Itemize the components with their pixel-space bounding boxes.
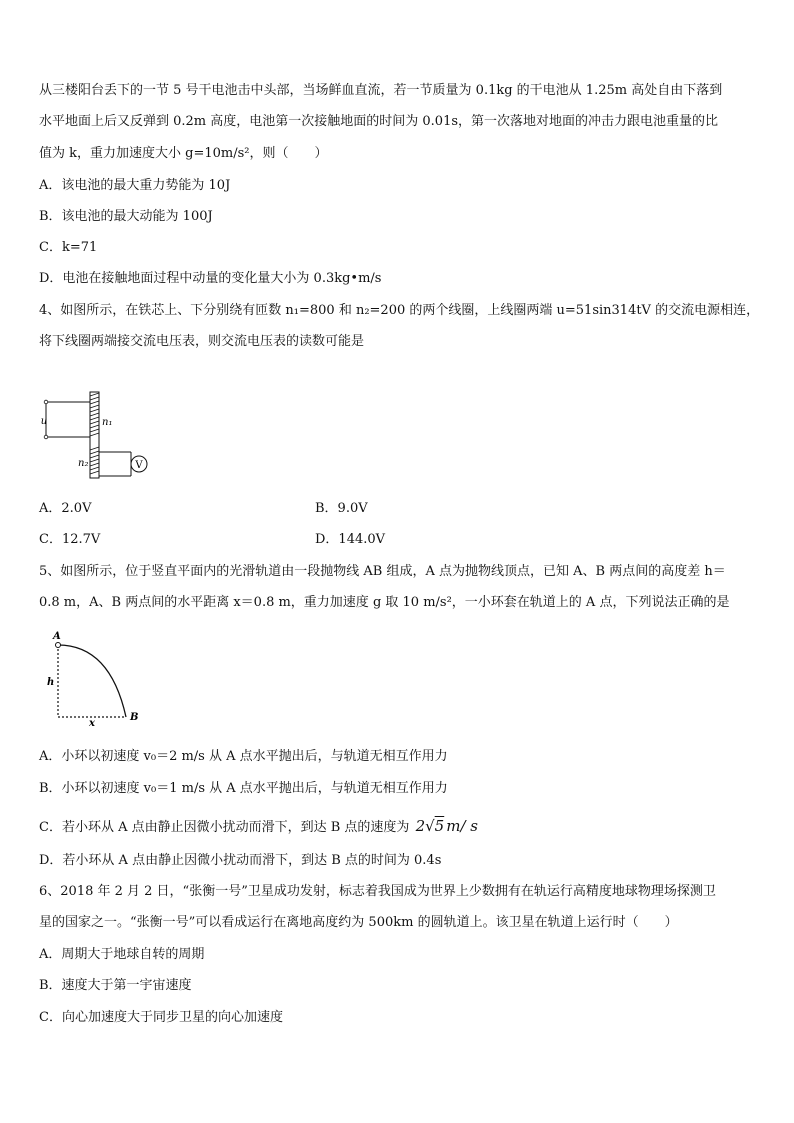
q6-stem-line-1: 6、2018 年 2 月 2 日，“张衡一号”卫星成功发射，标志着我国成为世界上少数拥有在轨运行高精度地球物理场探测卫 bbox=[39, 884, 716, 899]
figure-label-v: V bbox=[135, 460, 143, 471]
q5-option-d: D．若小环从 A 点由静止因微小扰动而滑下，到达 B 点的时间为 0.4s bbox=[39, 853, 442, 868]
q3-option-d: D．电池在接触地面过程中动量的变化量大小为 0.3kg•m/s bbox=[39, 271, 382, 286]
q5-option-c-line bbox=[39, 817, 478, 837]
q3-option-a: A．该电池的最大重力势能为 10J bbox=[39, 178, 231, 193]
q5-option-a: A．小环以初速度 v₀＝2 m/s 从 A 点水平抛出后，与轨道无相互作用力 bbox=[39, 749, 448, 764]
speed-radicand: 5 bbox=[434, 817, 445, 835]
figure-label-h: h bbox=[47, 677, 55, 688]
q5-stem-line-2: 0.8 m，A、B 两点间的水平距离 x＝0.8 m，重力加速度 g 取 10 m/s²，一小环套在轨道上的 A 点，下列说法正确的是 bbox=[39, 595, 730, 610]
q6-option-a: A．周期大于地球自转的周期 bbox=[39, 947, 205, 962]
q4-option-a: A．2.0V bbox=[39, 501, 92, 516]
sqrt-icon: √ bbox=[425, 817, 435, 835]
ring-at-a bbox=[56, 643, 61, 648]
figure-label-n1: n₁ bbox=[102, 417, 113, 428]
q4-option-d: D．144.0V bbox=[315, 532, 386, 547]
speed-coefficient: 2 bbox=[415, 817, 426, 835]
q3-option-b: B．该电池的最大动能为 100J bbox=[39, 209, 213, 224]
q4-option-b: B．9.0V bbox=[315, 501, 368, 516]
figure-label-x: x bbox=[89, 718, 95, 727]
figure-label-n2: n₂ bbox=[78, 458, 89, 469]
q3-option-c: C．k=71 bbox=[39, 240, 98, 255]
q4-option-c: C．12.7V bbox=[39, 532, 101, 547]
figure-label-b: B bbox=[130, 712, 139, 723]
q3-stem-line-1: 从三楼阳台丢下的一节 5 号干电池击中头部，当场鲜血直流，若一节质量为 0.1kg 的干电池从 1.25m 高处自由下落到 bbox=[39, 83, 723, 98]
q5-option-b: B．小环以初速度 v₀＝1 m/s 从 A 点水平抛出后，与轨道无相互作用力 bbox=[39, 781, 448, 796]
transformer-figure bbox=[38, 388, 158, 488]
figure-label-a: A bbox=[53, 631, 61, 642]
parabola-track bbox=[58, 645, 126, 717]
q4-stem-line-2: 将下线圈两端接交流电压表，则交流电压表的读数可能是 bbox=[39, 334, 365, 349]
parabola-track-figure bbox=[40, 627, 150, 727]
q6-option-b: B．速度大于第一宇宙速度 bbox=[39, 978, 192, 993]
q5-option-c: C．若小环从 A 点由静止因微小扰动而滑下，到达 B 点的速度为 bbox=[39, 820, 410, 835]
q3-stem-line-3: 值为 k，重力加速度大小 g=10m/s²，则（ ） bbox=[39, 146, 328, 161]
q6-option-c: C．向心加速度大于同步卫星的向心加速度 bbox=[39, 1010, 283, 1025]
speed-formula bbox=[416, 817, 478, 835]
figure-label-u: u bbox=[40, 416, 48, 427]
q4-stem-line-1: 4、如图所示，在铁芯上、下分别绕有匝数 n₁=800 和 n₂=200 的两个线圈，上线圈两端 u=51sin314tV 的交流电源相连， bbox=[39, 303, 760, 318]
q5-stem-line-1: 5、如图所示，位于竖直平面内的光滑轨道由一段抛物线 AB 组成，A 点为抛物线顶点，已知 A、B 两点间的高度差 h＝ bbox=[39, 564, 726, 579]
q6-stem-line-2: 星的国家之一。“张衡一号”可以看成运行在离地高度约为 500km 的圆轨道上。该卫星在轨道上运行时（ ） bbox=[39, 915, 678, 930]
q3-stem-line-2: 水平地面上后又反弹到 0.2m 高度，电池第一次接触地面的时间为 0.01s，第一次落地对地面的冲击力跟电池重量的比 bbox=[39, 114, 719, 129]
speed-unit: m/ s bbox=[446, 817, 478, 835]
